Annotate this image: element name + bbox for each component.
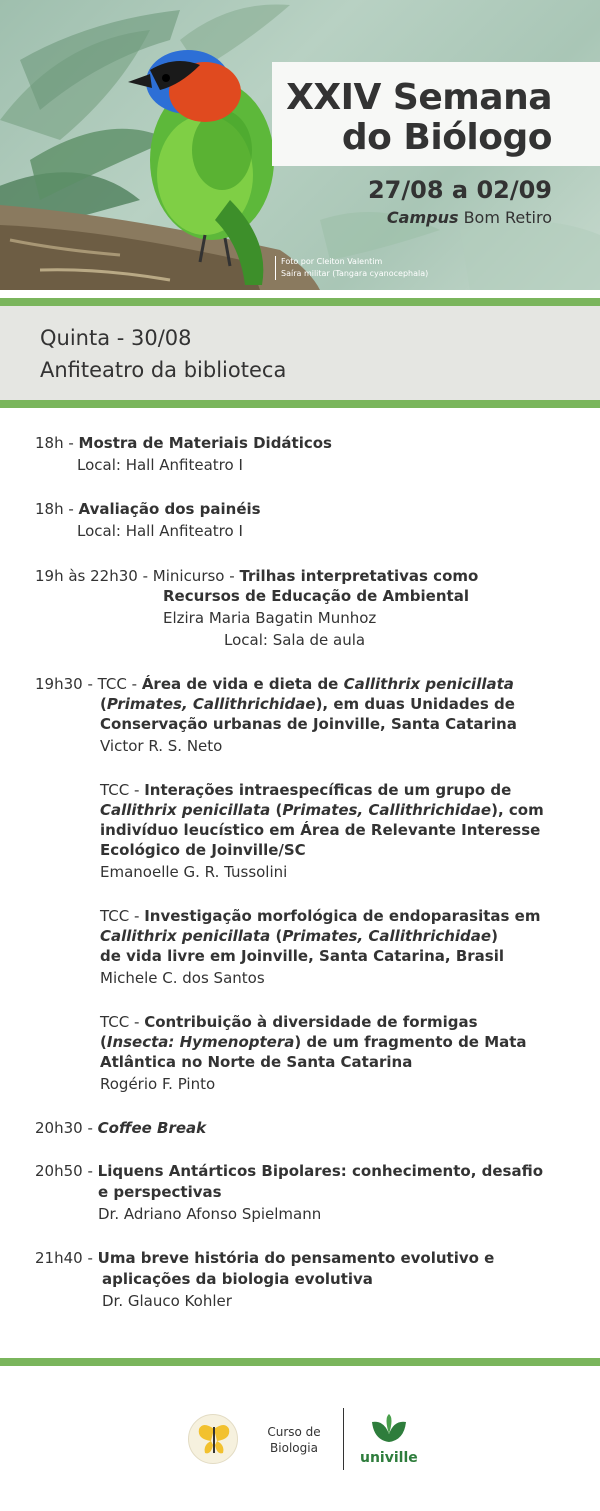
list-item [35,499,261,519]
univille-logo-text: univille [360,1450,418,1466]
biology-course-logo [188,1414,238,1464]
photo-credit-species: Saíra militar (Tangara cyanocephala) [281,269,429,278]
event-time: 20h50 - [35,1162,98,1180]
event-title-line2: aplicações da biologia evolutiva [102,1270,373,1288]
species-name: Callithrix penicillata [343,675,514,693]
campus-name: Bom Retiro [463,208,552,227]
tcc-title-part: ( [100,695,107,713]
divider-bar-bottom [0,1358,600,1366]
course-label-line2: Biologia [270,1441,318,1455]
list-item [100,906,541,926]
list-item [35,566,478,586]
tcc-title-line2 [100,694,515,714]
event-kind: TCC - [97,675,142,693]
event-title: Trilhas interpretativas como [239,567,479,585]
event-title: Mostra de Materiais Didáticos [78,434,332,452]
day-place: Anfiteatro da biblioteca [40,358,287,382]
tcc-title-line3 [100,820,540,840]
list-item [35,1248,494,1268]
tcc-title-part: ) de um fragmento de Mata [294,1033,527,1051]
event-kind: TCC - [100,781,145,799]
day-date: Quinta - 30/08 [40,326,192,350]
event-dates: 27/08 a 02/09 [367,176,552,204]
tcc-title-part: Conservação urbanas de Joinville, Santa Catarina [100,715,517,733]
event-title-cont [163,586,469,606]
list-item [35,1161,543,1181]
taxon-name: Primates, Callithrichidae [282,927,492,945]
event-time: 19h30 - [35,675,98,693]
event-title: Coffee Break [97,1119,207,1137]
tcc-title-part: Interações intraespecíficas de um grupo de [144,781,512,799]
event-title: Avaliação dos painéis [78,500,261,518]
species-name: Callithrix penicillata [100,927,271,945]
tcc-author: Rogério F. Pinto [100,1075,216,1093]
course-label-line1: Curso de [267,1425,321,1439]
event-speaker: Elzira Maria Bagatin Munhoz [163,609,377,627]
tcc-title-line3 [100,1052,412,1072]
event-time: 19h às 22h30 - [35,567,153,585]
butterfly-icon [189,1415,239,1465]
tcc-title-line3 [100,946,504,966]
tcc-title-part: Atlântica no Norte de Santa Catarina [100,1053,413,1071]
event-title-cont [102,1269,373,1289]
day-header [0,306,600,400]
tcc-title-part: de vida livre em Joinville, Santa Catarina, Brasil [100,947,504,965]
tcc-title-part: ), em duas Unidades de [315,695,515,713]
divider-bar-top [0,298,600,306]
taxon-name: Primates, Callithrichidae [282,801,492,819]
species-name: Callithrix penicillata [100,801,271,819]
event-speaker: Dr. Adriano Afonso Spielmann [98,1205,322,1223]
event-title-line2: e perspectivas [98,1183,222,1201]
event-title: Uma breve história do pensamento evolutivo e [97,1249,495,1267]
event-location: Local: Hall Anfiteatro I [77,456,243,474]
campus-location [387,208,552,227]
event-time: 18h - [35,500,79,518]
tcc-title-part: Contribuição à diversidade de formigas [144,1013,478,1031]
taxon-name: Primates, Callithrichidae [106,695,316,713]
campus-label: Campus [386,208,459,227]
tcc-title-part: Área de vida e dieta de [141,675,344,693]
event-kind: Minicurso - [152,567,240,585]
tcc-author: Emanoelle G. R. Tussolini [100,863,288,881]
course-label [262,1424,326,1456]
event-title: Liquens Antárticos Bipolares: conhecimento, desafio [97,1162,544,1180]
list-item [35,674,514,694]
tcc-title-part: Investigação morfológica de endoparasitas em [144,907,541,925]
list-item [35,433,332,453]
tcc-author: Victor R. S. Neto [100,737,223,755]
tcc-title-part: ( [100,1033,107,1051]
divider-bar-middle [0,400,600,408]
event-time: 18h - [35,434,79,452]
tcc-title-part: ( [270,801,283,819]
tcc-title-line3 [100,714,517,734]
taxon-name: Insecta: Hymenoptera [106,1033,295,1051]
event-title-line2: Recursos de Educação de Ambiental [163,587,469,605]
photo-credit [275,256,428,280]
header-banner [0,0,600,290]
univille-leaf-icon [370,1414,408,1444]
event-kind: TCC - [100,1013,145,1031]
list-item [35,1118,206,1138]
tcc-title-line2 [100,926,498,946]
tcc-title-part: indivíduo leucístico em Área de Relevante Interesse [100,821,541,839]
tcc-title-line2 [100,1032,527,1052]
event-title-cont [98,1182,222,1202]
tcc-title-part: ), com [491,801,544,819]
photo-credit-author: Foto por Cleiton Valentim [281,257,383,266]
event-speaker: Dr. Glauco Kohler [102,1292,232,1310]
event-location: Local: Hall Anfiteatro I [77,522,243,540]
tcc-title-part: ) [491,927,498,945]
tcc-title-part: Ecológico de Joinville/SC [100,841,306,859]
event-title-line2: do Biólogo [341,117,552,158]
tcc-title-part: ( [270,927,283,945]
footer-divider [343,1408,344,1470]
tcc-title-line4 [100,840,306,860]
event-kind: TCC - [100,907,145,925]
tcc-title-line2 [100,800,544,820]
event-time: 21h40 - [35,1249,98,1267]
tcc-author: Michele C. dos Santos [100,969,265,987]
list-item [100,780,511,800]
event-location: Local: Sala de aula [224,631,366,649]
event-time: 20h30 - [35,1119,98,1137]
event-title-line1: XXIV Semana [286,77,552,118]
list-item [100,1012,478,1032]
